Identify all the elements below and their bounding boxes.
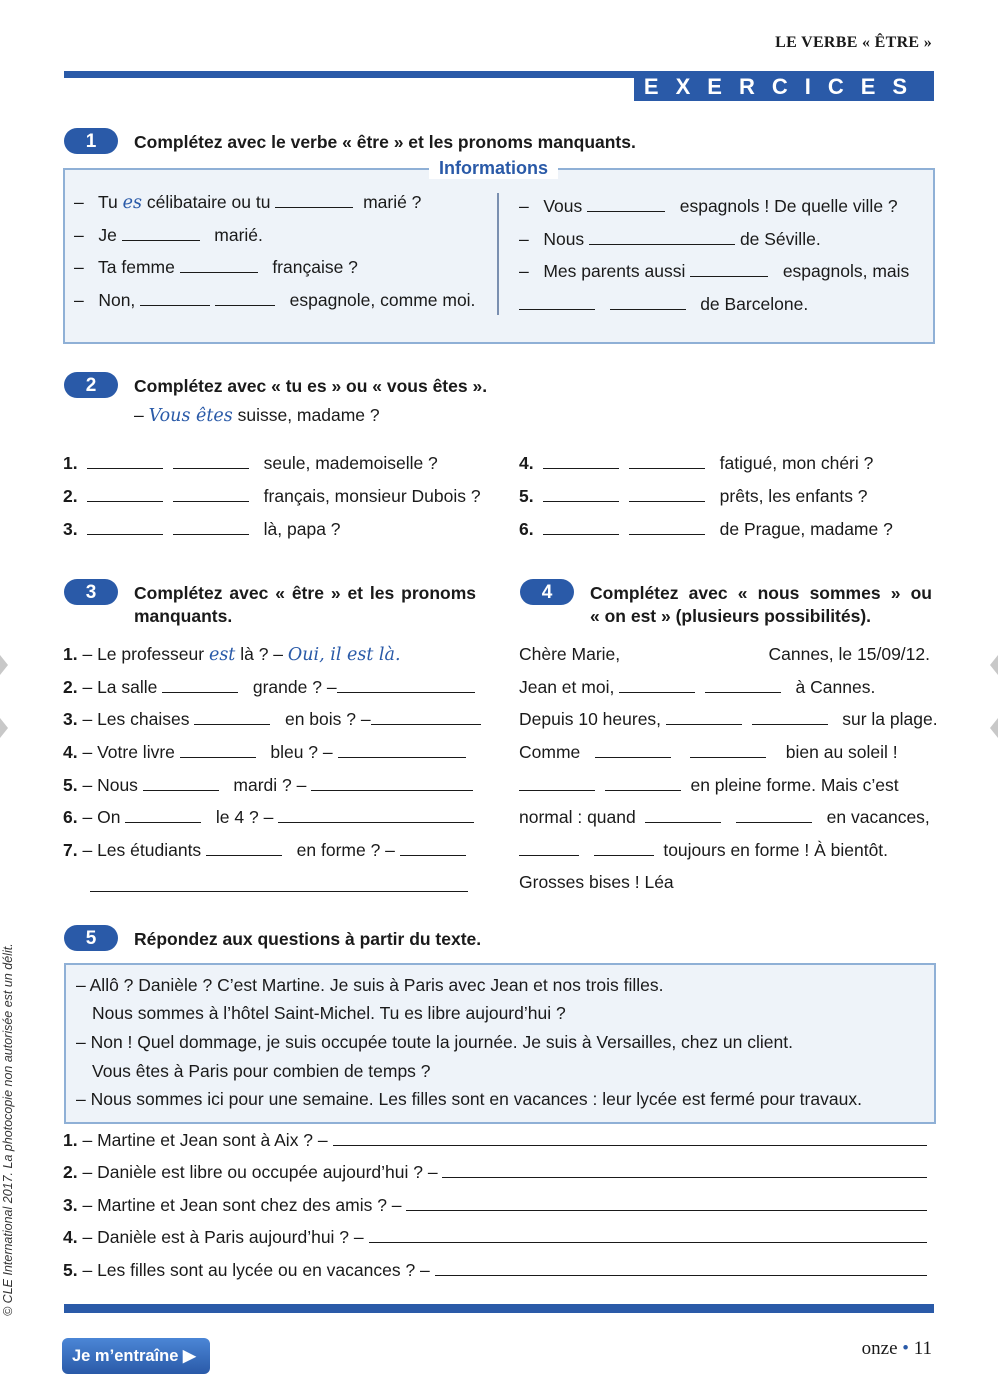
answer-blank[interactable]	[610, 295, 686, 310]
answer-blank[interactable]	[666, 710, 742, 725]
answer-blank[interactable]	[87, 487, 163, 502]
letter-line: en pleine forme. Mais c’est	[519, 775, 899, 796]
ex1-right-line-4: de Barcelone.	[519, 294, 808, 315]
letter-greeting: Chère Marie,	[519, 644, 621, 664]
exercise-number-badge: 5	[64, 925, 118, 951]
footer-rule	[64, 1304, 934, 1313]
answer-blank[interactable]	[371, 710, 481, 725]
next-page-arrow-icon[interactable]	[990, 718, 998, 738]
answer-blank[interactable]	[519, 776, 595, 791]
ex3-item: 3. – Les chaises en bois ? –	[63, 709, 469, 730]
answer-blank[interactable]	[311, 776, 473, 791]
answer-blank[interactable]	[140, 291, 210, 306]
column-divider	[497, 193, 499, 315]
answer-blank[interactable]	[705, 678, 781, 693]
letter-signature: Grosses bises ! Léa	[519, 872, 674, 892]
je-mentraine-button[interactable]: Je m’entraîne ▶	[62, 1338, 210, 1374]
exercise-number-badge: 2	[64, 372, 118, 398]
answer-blank[interactable]	[629, 454, 705, 469]
ex3-item: 5. – Nous mardi ? –	[63, 775, 469, 796]
ex2-item: 4. fatigué, mon chéri ?	[519, 453, 874, 473]
answer-blank[interactable]	[752, 710, 828, 725]
copyright-notice: © CLE International 2017. La photocopie non autorisée est un délit.	[1, 943, 15, 1316]
answer-blank[interactable]	[594, 841, 654, 856]
ex1-right-line-1: – Vous espagnols ! De quelle ville ?	[519, 196, 898, 216]
answer-blank[interactable]	[629, 487, 705, 502]
handwritten-answer: es	[122, 193, 143, 213]
exercices-banner: EXERCICES	[634, 71, 934, 101]
exercise-title: Complétez avec « tu es » ou « vous êtes ».	[134, 376, 488, 396]
prev-page-arrow-icon[interactable]	[0, 655, 8, 675]
ex1-left-line-4: – Non, espagnole, comme moi.	[74, 290, 476, 310]
exercise-number-badge: 4	[520, 579, 574, 605]
answer-blank[interactable]	[442, 1163, 927, 1178]
answer-blank[interactable]	[180, 743, 256, 758]
answer-blank[interactable]	[587, 197, 665, 212]
ex2-item: 1. seule, mademoiselle ?	[63, 453, 438, 473]
answer-blank[interactable]	[736, 808, 812, 823]
ex1-left-line-1: – Tu es célibataire ou tu marié ?	[74, 192, 422, 213]
answer-blank[interactable]	[605, 776, 681, 791]
letter-line: toujours en forme ! À bientôt.	[519, 840, 888, 861]
ex2-item: 6. de Prague, madame ?	[519, 519, 893, 539]
letter-line: Jean et moi, à Cannes.	[519, 677, 876, 697]
answer-blank[interactable]	[690, 743, 766, 758]
exercise-title: Complétez avec « être » et les pronoms	[134, 583, 476, 603]
exercise-title: Complétez avec « nous sommes » ou	[590, 583, 932, 603]
handwritten-answer: est	[208, 645, 236, 665]
answer-blank[interactable]	[400, 841, 466, 856]
ex1-left-line-2: – Je marié.	[74, 225, 263, 245]
answer-blank[interactable]	[543, 520, 619, 535]
dialogue-line: – Nous sommes ici pour une semaine. Les filles sont en vacances : leur lycée est fermé pour travaux.	[76, 1089, 862, 1109]
answer-blank[interactable]	[435, 1261, 927, 1276]
answer-blank[interactable]	[333, 1131, 927, 1146]
answer-blank[interactable]	[122, 226, 200, 241]
ex2-item: 5. prêts, les enfants ?	[519, 486, 868, 506]
answer-blank[interactable]	[278, 808, 474, 823]
handwritten-answer: Oui, il est là.	[287, 645, 401, 665]
ex5-question: 1. – Martine et Jean sont à Aix ? –	[63, 1130, 927, 1151]
answer-blank[interactable]	[543, 454, 619, 469]
answer-blank[interactable]	[595, 743, 671, 758]
answer-blank[interactable]	[338, 743, 466, 758]
answer-blank[interactable]	[406, 1196, 927, 1211]
answer-blank[interactable]	[645, 808, 721, 823]
ex2-item: 3. là, papa ?	[63, 519, 341, 539]
handwritten-answer: Vous êtes	[148, 406, 233, 426]
ex1-left-line-3: – Ta femme française ?	[74, 257, 358, 277]
exercise-number-badge: 3	[64, 579, 118, 605]
answer-blank[interactable]	[519, 295, 595, 310]
answer-blank[interactable]	[543, 487, 619, 502]
answer-blank[interactable]	[619, 678, 695, 693]
dialogue-line: Nous sommes à l’hôtel Saint-Michel. Tu es libre aujourd’hui ?	[92, 1003, 566, 1023]
answer-blank[interactable]	[87, 520, 163, 535]
informations-label: Informations	[429, 158, 558, 179]
answer-blank[interactable]	[519, 841, 579, 856]
dialogue-line: – Non ! Quel dommage, je suis occupée toute la journée. Je suis à Versailles, chez un client.	[76, 1032, 793, 1052]
page-number: onze • 11	[861, 1338, 932, 1359]
answer-blank[interactable]	[87, 454, 163, 469]
exercise-title-cont: « on est » (plusieurs possibilités).	[590, 606, 872, 626]
ex3-item: 7. – Les étudiants en forme ? –	[63, 840, 469, 861]
exercise-title-cont: manquants.	[134, 606, 233, 626]
ex5-question: 4. – Danièle est à Paris aujourd’hui ? –	[63, 1227, 927, 1248]
answer-blank[interactable]	[194, 710, 270, 725]
answer-blank[interactable]	[173, 520, 249, 535]
prev-page-arrow-icon[interactable]	[0, 718, 8, 738]
letter-line: normal : quand en vacances,	[519, 807, 930, 827]
ex3-item: 4. – Votre livre bleu ? –	[63, 742, 469, 763]
next-page-arrow-icon[interactable]	[990, 655, 998, 675]
dialogue-line: – Allô ? Danièle ? C’est Martine. Je suis à Paris avec Jean et nos trois filles.	[76, 975, 664, 995]
ex3-item: 6. – On le 4 ? –	[63, 807, 469, 828]
ex3-item: 1. – Le professeur est là ? – Oui, il est là.	[63, 644, 401, 665]
ex5-question: 3. – Martine et Jean sont chez des amis ? –	[63, 1195, 927, 1216]
letter-line: Comme bien au soleil !	[519, 742, 898, 762]
letter-line: Depuis 10 heures, sur la plage.	[519, 709, 938, 729]
dialogue-line: Vous êtes à Paris pour combien de temps ?	[92, 1061, 431, 1081]
answer-blank[interactable]	[206, 841, 282, 856]
answer-blank[interactable]	[162, 678, 238, 693]
ex3-item: 2. – La salle grande ? –	[63, 677, 469, 698]
ex1-right-line-3: – Mes parents aussi espagnols, mais	[519, 261, 910, 281]
answer-blank[interactable]	[337, 678, 475, 693]
answer-blank[interactable]	[629, 520, 705, 535]
ex5-question: 2. – Danièle est libre ou occupée aujourd’hui ? –	[63, 1162, 927, 1183]
answer-blank[interactable]	[215, 291, 275, 306]
answer-blank[interactable]	[173, 454, 249, 469]
answer-blank[interactable]	[589, 230, 735, 245]
answer-blank[interactable]	[180, 258, 258, 273]
answer-blank[interactable]	[275, 193, 353, 208]
ex5-question: 5. – Les filles sont au lycée ou en vacances ? –	[63, 1260, 927, 1281]
ex2-item: 2. français, monsieur Dubois ?	[63, 486, 481, 506]
answer-blank[interactable]	[690, 262, 768, 277]
exercise-number-badge: 1	[64, 128, 118, 154]
answer-blank[interactable]	[143, 776, 219, 791]
chapter-title: LE VERBE « ÊTRE »	[775, 34, 932, 51]
example-line: – Vous êtes suisse, madame ?	[134, 405, 380, 426]
exercise-title: Complétez avec le verbe « être » et les pronoms manquants.	[134, 132, 636, 152]
answer-blank[interactable]	[90, 877, 468, 892]
answer-blank[interactable]	[125, 808, 201, 823]
answer-blank[interactable]	[369, 1228, 927, 1243]
ex1-right-line-2: – Nous de Séville.	[519, 229, 821, 249]
exercise-title: Répondez aux questions à partir du texte.	[134, 929, 482, 949]
letter-place-date: Cannes, le 15/09/12.	[768, 644, 930, 664]
answer-blank[interactable]	[173, 487, 249, 502]
